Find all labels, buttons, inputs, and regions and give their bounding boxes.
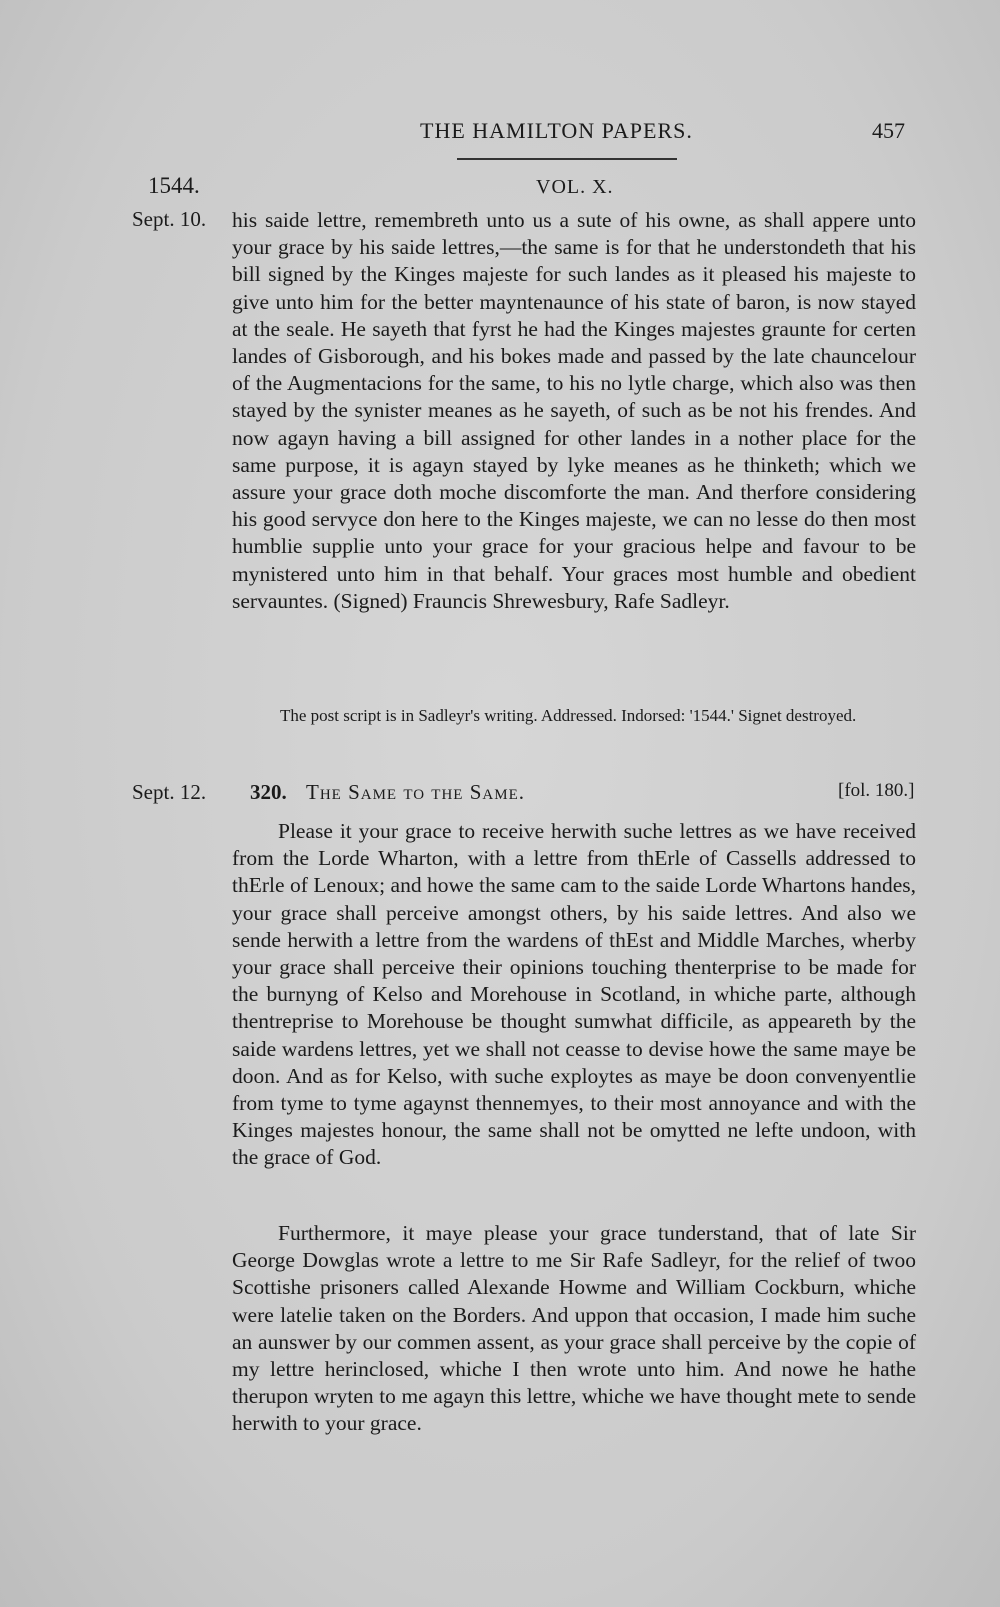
margin-date-entry-2: Sept. 12. [132,780,207,804]
running-head [0,118,1000,158]
entry-2-paragraph-1: Please it your grace to receive herwith suche lettres as we have received from the Lorde Wharton, with a lettre from thErle of Cassells addressed to thErle of Lenoux; and howe the same cam to the saide Lorde Whartons handes, your grace shall perceive amongst others, by his saide lettres. And also we sende herwith a lettre from the wardens of thEst and Middle Marches, wherby your grace shall perceive their opinions touching thenterprise to be made for the burnyng of Kelso and Morehouse in Scotland, in whiche parte, although thentreprise to Morehouse be thought sumwhat difficile, as appeareth by the saide wardens lettres, yet we shall not ceasse to devise howe the same maye be doon. And as for Kelso, with suche exploytes as maye be doon convenyentlie from tyme to tyme agaynst thennemyes, to their most annoyance and with the Kinges majestes honour, the same shall not be omytted ne lefte undoon, with the grace of God. [232,819,916,1170]
folio-reference: [fol. 180.] [838,780,915,801]
header-rule [457,158,677,160]
entry-heading [250,780,920,805]
entry-1-editorial-note [240,705,900,727]
editorial-note-text: The post script is in Sadleyr's writing. Addressed. Indorsed: '1544.' Signet destroyed. [280,706,857,725]
margin-date-entry-1: Sept. 10. [132,207,207,231]
entry-1-paragraph: his saide lettre, remembreth unto us a sute of his owne, as shall appere unto your grace by his saide lettres,—the same is for that he understondeth that his bill signed by the Kinges majeste for such landes as it pleased his majeste to give unto him for the better mayntenaunce of his state of baron, is now stayed at the seale. He sayeth that fyrst he had the Kinges majestes graunte for certen landes of Gisborough, and his bokes made and passed by the late chauncelour of the Augmentacions for the same, to his no lytle charge, which also was then stayed by the synister meanes as he sayeth, of such as be not his frendes. And now agayn having a bill assigned for other landes in a nother place for the same purpose, it is agayn stayed by lyke meanes as he thinketh; which we assure your grace doth moche discomforte the man. And therfore considering his good servyce don here to the Kinges majeste, we can no lesse do then most humblie supplie unto your grace for your gracious helpe and favour to be mynistered unto him in that behalf. Your graces most humble and obedient servauntes. (Signed) Frauncis Shrewesbury, Rafe Sadleyr. [232,208,916,613]
entry-2-paragraph-2: Furthermore, it maye please your grace tunderstand, that of late Sir George Dowglas wrote a lettre to me Sir Rafe Sadleyr, for the relief of twoo Scottishe prisoners called Alexande Howme and William Cockburn, whiche were latelie taken on the Borders. And uppon that occasion, I made him suche an aunswer by our commen assent, as your grace shall perceive by the copie of my lettre herinclosed, whiche I then wrote unto him. And nowe he hathe therupon wryten to me agayn this lettre, whiche we have thought mete to sende herwith to your grace. [232,1221,916,1436]
entry-title: The Same to the Same. [306,780,525,804]
volume-label: VOL. X. [536,176,614,198]
entry-number: 320. [250,780,287,804]
page-number: 457 [872,118,905,143]
margin-year: 1544. [148,173,200,198]
running-title: THE HAMILTON PAPERS. [420,118,693,143]
